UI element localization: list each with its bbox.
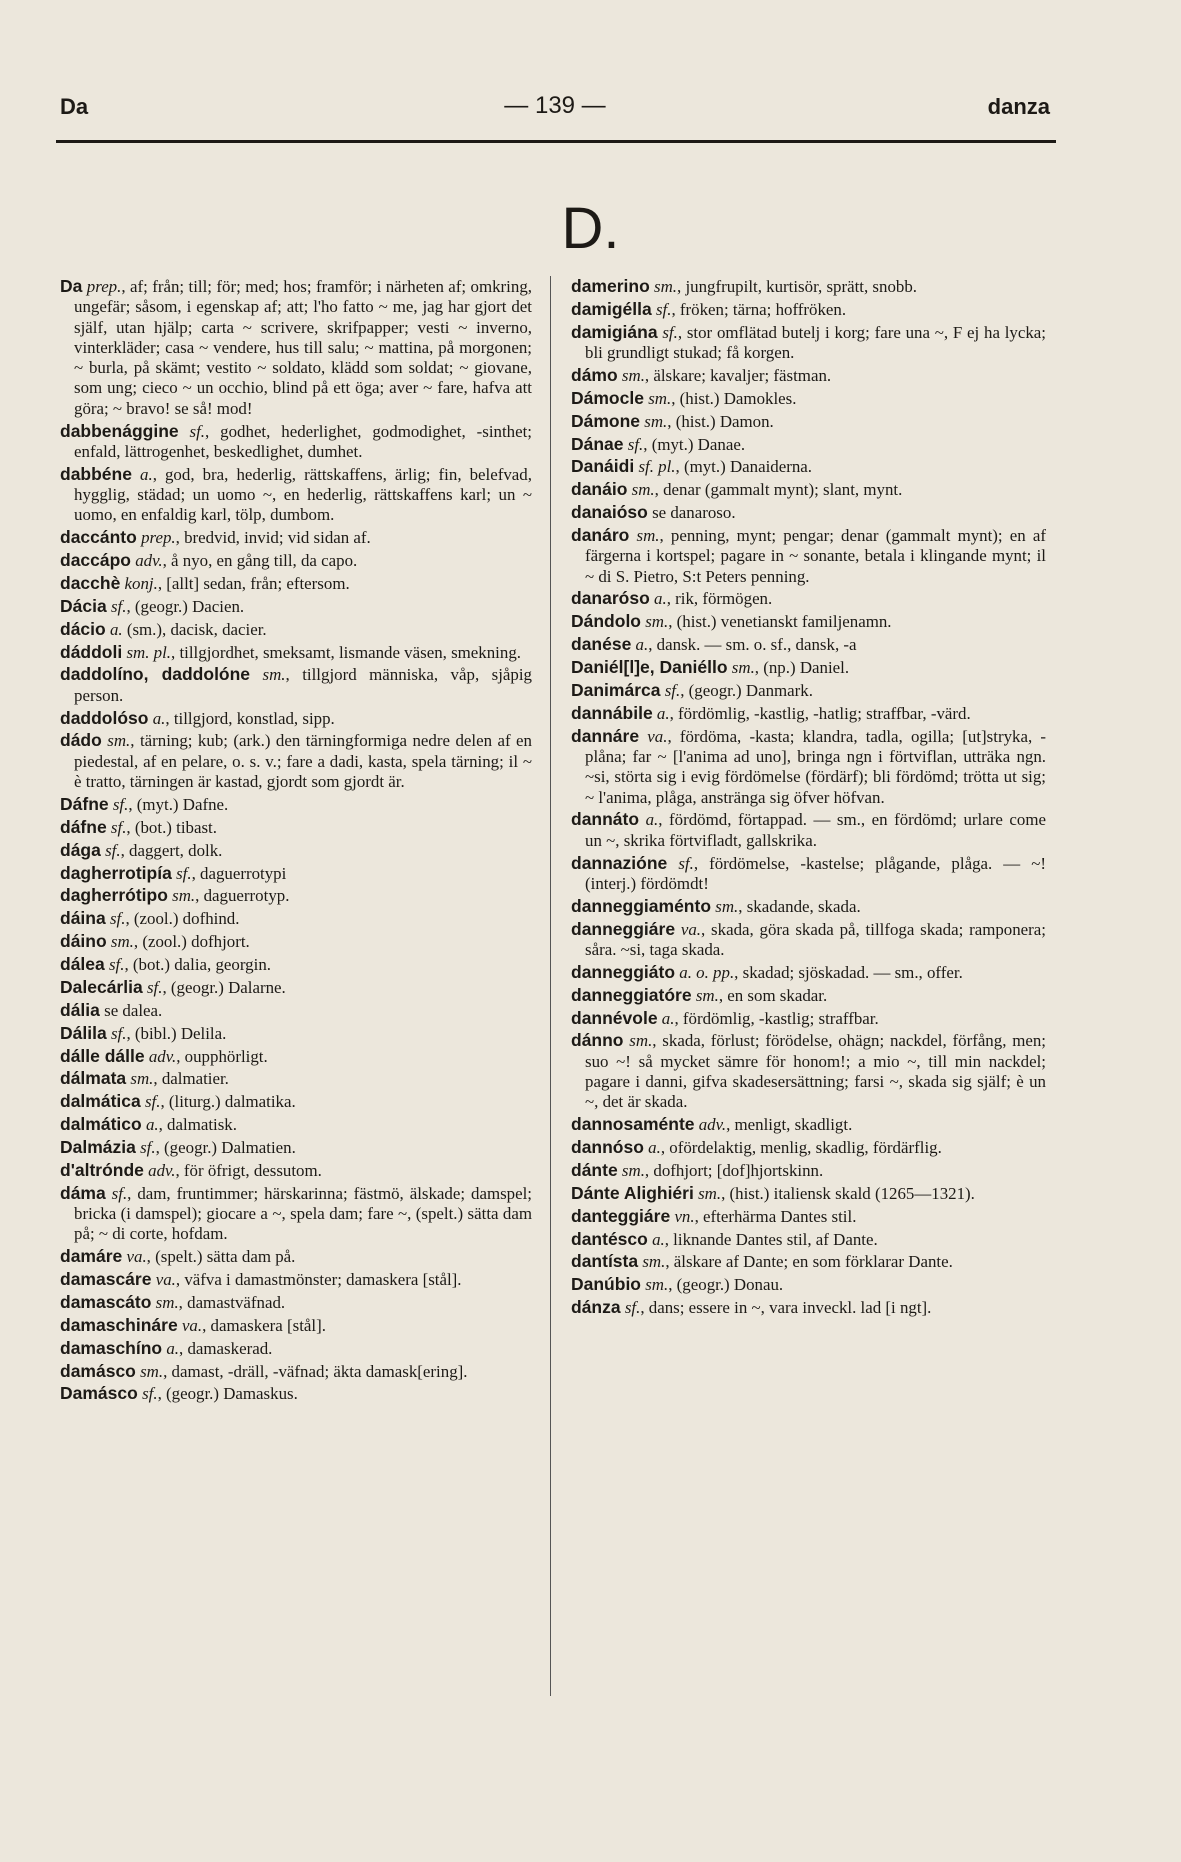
entry-headword: Dándolo bbox=[571, 611, 641, 632]
right-column bbox=[571, 276, 1046, 1320]
entry-grammar: va. bbox=[155, 1270, 176, 1290]
dictionary-entry bbox=[571, 1160, 1046, 1181]
entry-definition: , (myt.) Dafne. bbox=[128, 794, 229, 814]
entry-headword: Danáidi bbox=[571, 456, 635, 477]
dictionary-entry bbox=[60, 1160, 532, 1181]
entry-headword: Dámone bbox=[571, 410, 641, 431]
entry-grammar: sf. bbox=[176, 863, 192, 883]
entry-grammar: sf. bbox=[678, 853, 694, 873]
dictionary-entry bbox=[60, 1000, 532, 1021]
entry-headword: dannosaménte bbox=[571, 1114, 695, 1135]
dictionary-entry bbox=[571, 1206, 1046, 1227]
entry-definition: , skadande, skada. bbox=[738, 896, 861, 916]
entry-grammar: adv. bbox=[148, 1160, 176, 1180]
entry-definition: , (geogr.) Damaskus. bbox=[157, 1384, 298, 1404]
entry-grammar: konj. bbox=[124, 573, 158, 593]
entry-definition: , en som skadar. bbox=[718, 985, 828, 1005]
dictionary-entry bbox=[571, 1183, 1046, 1204]
entry-headword: dannévole bbox=[571, 1007, 658, 1028]
entry-headword: dantísta bbox=[571, 1251, 639, 1272]
entry-grammar: sm. bbox=[642, 1252, 666, 1272]
entry-grammar: va. bbox=[126, 1247, 147, 1267]
entry-grammar: sm. bbox=[155, 1292, 179, 1312]
entry-grammar: sf. bbox=[146, 977, 163, 997]
dictionary-entry bbox=[571, 1229, 1046, 1250]
entry-definition: , (bot.) tibast. bbox=[126, 817, 217, 837]
entry-headword: Dánae bbox=[571, 433, 624, 454]
entry-grammar: sm. bbox=[698, 1183, 722, 1203]
dictionary-entry bbox=[60, 619, 532, 640]
entry-grammar: sm. bbox=[621, 365, 645, 385]
entry-headword: Damásco bbox=[60, 1383, 138, 1404]
dictionary-entry bbox=[571, 680, 1046, 701]
entry-definition: , skadad; sjöskadad. — sm., offer. bbox=[734, 962, 963, 982]
entry-headword: damigélla bbox=[571, 298, 652, 319]
dictionary-entry bbox=[60, 276, 532, 419]
entry-headword: dácio bbox=[60, 618, 106, 639]
dictionary-entry bbox=[571, 726, 1046, 808]
dictionary-entry bbox=[60, 1269, 532, 1290]
header-left-guide-word: Da bbox=[60, 94, 89, 119]
entry-grammar: sf. pl. bbox=[638, 457, 676, 477]
entry-grammar: sf. bbox=[627, 434, 644, 454]
entry-grammar: a. bbox=[648, 1138, 661, 1157]
entry-definition: , efterhärma Dantes stil. bbox=[694, 1206, 857, 1226]
entry-headword: dádo bbox=[60, 730, 102, 751]
entry-definition: , stor omflätad butelj i korg; fare una ~, F ej ha lycka; bli grundligt stukad; få korgen. bbox=[585, 322, 1046, 363]
entry-grammar: adv. bbox=[135, 551, 163, 571]
entry-headword: dagherrótipo bbox=[60, 885, 168, 906]
entry-definition: , denar (gammalt mynt); slant, mynt. bbox=[654, 480, 903, 500]
entry-definition: , af; från; till; för; med; hos; framför; i närheten af; omkring, ungefär; såsom, i egenskap af; att; l'ho fatto ~ me, jag har gjort det själf, utan hjälp; carta ~ scrivere, skrifpapper; vesti ~ inverno, vinterkläder; casa ~ vendere, hus till salu; ~ mattina, på morgonen; ~ burla, på skämt; vestito ~ soldato, klädd som soldat; ~ giovane, som ung; cieco ~ un occhio, blind på ett öga; aver ~ fare, hafva att göra; ~ bravo! se så! mod! bbox=[74, 277, 532, 418]
entry-headword: damerino bbox=[571, 276, 650, 296]
entry-grammar: sm. bbox=[107, 731, 131, 751]
entry-definition: , (myt.) Danae. bbox=[643, 434, 746, 454]
entry-definition: , oupphörligt. bbox=[176, 1046, 268, 1066]
entry-headword: dága bbox=[60, 839, 101, 860]
entry-headword: damascáre bbox=[60, 1269, 152, 1290]
entry-definition: (sm.), dacisk, dacier. bbox=[122, 619, 267, 639]
entry-headword: dacchè bbox=[60, 572, 121, 593]
entry-definition: , (hist.) italiensk skald (1265—1321). bbox=[721, 1183, 975, 1203]
entry-grammar: sf. bbox=[105, 840, 121, 860]
entry-grammar: sm. bbox=[654, 277, 678, 296]
entry-headword: d'altrónde bbox=[60, 1159, 144, 1180]
entry-grammar: a. bbox=[140, 464, 153, 484]
header-rule bbox=[56, 140, 1056, 143]
entry-headword: dabbéne bbox=[60, 463, 132, 484]
entry-headword: dannáto bbox=[571, 809, 640, 830]
entry-grammar: sm. bbox=[715, 896, 739, 916]
entry-definition: , god, bra, hederlig, rättskaffens, ärlig; fin, belefvad, hygglig, städad; un uomo ~, en hederlig, rättskaffens karl; un ~ uomo, en enfaldig karl, tölp, dumbom. bbox=[74, 464, 532, 525]
entry-grammar: a. bbox=[635, 635, 649, 655]
entry-grammar: sf. bbox=[108, 955, 125, 974]
entry-headword: dánte bbox=[571, 1159, 618, 1180]
entry-headword: damascáto bbox=[60, 1291, 152, 1312]
dictionary-entry bbox=[571, 322, 1046, 364]
entry-headword: damigiána bbox=[571, 321, 658, 342]
entry-grammar: prep. bbox=[86, 277, 122, 296]
entry-definition: , daguerrotypi bbox=[191, 863, 287, 883]
entry-headword: dáina bbox=[60, 908, 106, 929]
dictionary-entry bbox=[60, 596, 532, 617]
entry-headword: Dalmázia bbox=[60, 1137, 136, 1157]
entry-headword: dámo bbox=[571, 364, 618, 385]
dictionary-entry bbox=[571, 985, 1046, 1006]
dictionary-entry bbox=[571, 388, 1046, 409]
entry-grammar: a. bbox=[652, 1229, 665, 1249]
entry-headword: danaróso bbox=[571, 588, 650, 609]
entry-grammar: sf. bbox=[189, 421, 206, 441]
entry-grammar: sm. bbox=[636, 526, 660, 546]
entry-grammar: sf. bbox=[110, 1023, 127, 1043]
entry-grammar: a. bbox=[661, 1008, 675, 1028]
entry-headword: dánno bbox=[571, 1030, 624, 1051]
entry-headword: danneggiáre bbox=[571, 918, 676, 939]
entry-grammar: sf. bbox=[655, 299, 672, 319]
entry-headword: danneggiaménto bbox=[571, 895, 712, 916]
dictionary-entry bbox=[60, 1137, 532, 1158]
entry-grammar: sm. bbox=[621, 1160, 645, 1180]
entry-headword: Dácia bbox=[60, 595, 107, 616]
section-letter: D. bbox=[561, 196, 620, 261]
entry-headword: Danimárca bbox=[571, 679, 661, 700]
entry-grammar: sf. bbox=[110, 596, 127, 616]
entry-grammar: sf. bbox=[111, 1183, 128, 1203]
entry-definition: , daguerrotyp. bbox=[195, 886, 290, 906]
dictionary-entry bbox=[60, 1361, 532, 1382]
entry-headword: dabbenággine bbox=[60, 420, 179, 441]
entry-grammar: a. bbox=[654, 589, 667, 609]
entry-headword: danáio bbox=[571, 479, 628, 500]
dictionary-entry bbox=[60, 550, 532, 571]
dictionary-entry bbox=[60, 977, 532, 998]
entry-headword: Dálila bbox=[60, 1022, 107, 1043]
entry-headword: Dámocle bbox=[571, 387, 644, 408]
entry-definition: , å nyo, en gång till, da capo. bbox=[162, 551, 358, 571]
dictionary-entry bbox=[571, 479, 1046, 500]
entry-headword: dálmata bbox=[60, 1068, 127, 1089]
entry-headword: damaschíno bbox=[60, 1337, 163, 1358]
entry-grammar: a. bbox=[152, 708, 166, 728]
entry-grammar: sm. pl. bbox=[126, 642, 172, 662]
dictionary-entry bbox=[571, 502, 1046, 523]
dictionary-entry bbox=[571, 809, 1046, 851]
dictionary-entry bbox=[571, 588, 1046, 609]
entry-definition: , (spelt.) sätta dam på. bbox=[146, 1247, 296, 1267]
entry-grammar: prep. bbox=[141, 528, 176, 548]
dictionary-entry bbox=[571, 1137, 1046, 1158]
dictionary-entry bbox=[571, 1251, 1046, 1272]
dictionary-entry bbox=[60, 527, 532, 548]
dictionary-entry bbox=[571, 896, 1046, 917]
entry-definition: , daggert, dolk. bbox=[120, 840, 223, 860]
entry-definition: , dans; essere in ~, vara inveckl. lad [i ngt]. bbox=[640, 1298, 932, 1318]
dictionary-entry bbox=[571, 1030, 1046, 1112]
dictionary-entry bbox=[60, 885, 532, 906]
entry-grammar: a. bbox=[145, 1115, 159, 1135]
entry-headword: dáino bbox=[60, 931, 107, 952]
dictionary-entry bbox=[571, 919, 1046, 961]
entry-definition: , [allt] sedan, från; eftersom. bbox=[157, 573, 350, 593]
entry-headword: Dáfne bbox=[60, 793, 109, 814]
dictionary-entry bbox=[60, 664, 532, 706]
entry-grammar: a. bbox=[656, 703, 670, 723]
entry-definition: , (hist.) Damokles. bbox=[671, 388, 797, 408]
dictionary-entry bbox=[571, 299, 1046, 320]
entry-definition: , fördömlig, -kastlig, -hatlig; straffbar, -värd. bbox=[669, 703, 971, 723]
entry-definition: , älskare af Dante; en som förklarar Dante. bbox=[665, 1252, 953, 1272]
entry-grammar: sm. bbox=[644, 411, 668, 431]
entry-headword: dantésco bbox=[571, 1228, 648, 1249]
entry-grammar: sm. bbox=[172, 886, 196, 906]
entry-definition: , ofördelaktig, menlig, skadlig, fördärflig. bbox=[660, 1138, 942, 1157]
entry-grammar: va. bbox=[680, 919, 702, 939]
entry-grammar: a. bbox=[645, 810, 659, 830]
entry-headword: dannazióne bbox=[571, 852, 668, 873]
entry-headword: Daniél[l]e, Daniéllo bbox=[571, 657, 728, 678]
dictionary-entry bbox=[60, 1246, 532, 1267]
entry-grammar: a. bbox=[109, 619, 123, 639]
dictionary-entry bbox=[571, 1008, 1046, 1029]
entry-definition: , (myt.) Danaiderna. bbox=[675, 457, 813, 477]
entry-headword: danaióso bbox=[571, 502, 648, 523]
entry-definition: , (np.) Daniel. bbox=[754, 658, 850, 678]
entry-definition: , rik, förmögen. bbox=[666, 589, 773, 609]
entry-definition: , väfva i damastmönster; damaskera [stål]. bbox=[175, 1270, 462, 1290]
dictionary-entry bbox=[571, 1274, 1046, 1295]
entry-headword: dannábile bbox=[571, 702, 653, 723]
entry-definition: , dofhjort; [dof]hjortskinn. bbox=[644, 1160, 824, 1180]
dictionary-entry bbox=[60, 1338, 532, 1359]
entry-headword: danáro bbox=[571, 525, 630, 546]
entry-grammar: vn. bbox=[674, 1206, 695, 1226]
entry-headword: dalmático bbox=[60, 1114, 142, 1135]
dictionary-entry bbox=[571, 525, 1046, 587]
entry-headword: dáma bbox=[60, 1182, 106, 1203]
entry-definition: , fröken; tärna; hoffröken. bbox=[671, 299, 847, 319]
entry-definition: , fördömelse, -kastelse; plågande, plåga. — ~! (interj.) fördömdt! bbox=[585, 853, 1046, 893]
entry-headword: dánza bbox=[571, 1297, 621, 1318]
entry-definition: , dansk. — sm. o. sf., dansk, -a bbox=[648, 635, 857, 655]
entry-grammar: sm. bbox=[695, 985, 719, 1005]
dictionary-entry bbox=[571, 853, 1046, 895]
entry-grammar: sm. bbox=[262, 665, 286, 685]
entry-headword: dannóso bbox=[571, 1137, 644, 1157]
entry-grammar: adv. bbox=[148, 1046, 177, 1066]
column-divider bbox=[550, 276, 551, 1696]
entry-headword: dálea bbox=[60, 954, 105, 974]
dictionary-entry bbox=[571, 634, 1046, 655]
dictionary-entry bbox=[60, 464, 532, 526]
entry-headword: dáddoli bbox=[60, 641, 123, 662]
entry-grammar: sm. bbox=[731, 658, 755, 678]
dictionary-entry bbox=[571, 1114, 1046, 1135]
running-header bbox=[60, 86, 1050, 126]
entry-definition: , skada, förlust; förödelse, ohägn; nackdel, förfång, men; suo ~! så mycket sämre för honom!; a mio ~, till min nackdel; pagare i danni, gifva skadesersättning; farsi ~, skada sig själf; è un ~, det är skada. bbox=[585, 1031, 1046, 1112]
page-number: — 139 — bbox=[504, 92, 606, 119]
entry-grammar: sf. bbox=[662, 322, 678, 342]
entry-headword: daddolíno, daddolóne bbox=[60, 664, 251, 685]
dictionary-entry bbox=[60, 708, 532, 729]
entry-definition: , jungfrupilt, kurtisör, sprätt, snobb. bbox=[677, 277, 918, 296]
entry-grammar: a. o. pp. bbox=[679, 962, 735, 982]
dictionary-entry bbox=[60, 1183, 532, 1245]
entry-definition: , älskare; kavaljer; fästman. bbox=[644, 365, 832, 385]
header-right-guide-word: danza bbox=[987, 94, 1050, 119]
entry-headword: dagherrotipía bbox=[60, 862, 172, 883]
entry-grammar: adv. bbox=[698, 1115, 727, 1135]
entry-definition: , penning, mynt; pengar; denar (gammalt mynt); en af färgerna i kortspel; pagare in ~ sonante, betala i klingande mynt; il ~ di S. Pietro, S:t Peters penning. bbox=[585, 526, 1046, 586]
entry-definition: , dam, fruntimmer; härskarinna; fästmö, älskade; damspel; bricka (i damspel); giocare a ~, spela dam; fare ~, (spelt.) sätta dam på; ~ di corte, hofdam. bbox=[74, 1183, 532, 1244]
entry-grammar: sm. bbox=[130, 1069, 154, 1089]
entry-definition: , fördömd, förtappad. — sm., en fördömd; urlare come un ~, skrika förtvifladt, gallskrika. bbox=[585, 810, 1046, 850]
entry-grammar: sf. bbox=[112, 794, 129, 814]
entry-definition: , tillgjordhet, smeksamt, lismande väsen, smekning. bbox=[171, 642, 521, 662]
dictionary-entry bbox=[571, 365, 1046, 386]
entry-definition: , damastväfnad. bbox=[178, 1292, 286, 1312]
entry-definition: , för öfrigt, dessutom. bbox=[175, 1160, 322, 1180]
dictionary-entry bbox=[571, 1297, 1046, 1318]
dictionary-entry bbox=[60, 642, 532, 663]
entry-definition: , tärning; kub; (ark.) den tärningformiga nedre delen af en piedestal, af en pelare, o. s. v.; fare a dadi, kasta, spela tärning; il ~ è tratto, tärningen är kastad, gjordt som gjordt är. bbox=[74, 731, 532, 791]
entry-grammar: sf. bbox=[110, 817, 127, 837]
entry-definition: , tillgjord människa, våp, sjåpig person. bbox=[74, 665, 532, 705]
entry-grammar: sf. bbox=[140, 1138, 156, 1157]
dictionary-entry bbox=[60, 1292, 532, 1313]
entry-definition: , (geogr.) Donau. bbox=[668, 1275, 784, 1295]
entry-headword: Danúbio bbox=[571, 1274, 641, 1295]
entry-grammar: sf. bbox=[144, 1092, 161, 1112]
dictionary-entry bbox=[60, 730, 532, 792]
dictionary-entry bbox=[60, 840, 532, 861]
entry-headword: Dánte Alighiéri bbox=[571, 1182, 694, 1203]
entry-definition: , skada, göra skada på, tillfoga skada; ramponera; såra. ~si, taga skada. bbox=[585, 919, 1046, 959]
entry-grammar: sm. bbox=[648, 388, 672, 408]
entry-definition: , (hist.) venetianskt familjenamn. bbox=[668, 612, 892, 632]
dictionary-entry bbox=[571, 276, 1046, 297]
entry-headword: danése bbox=[571, 634, 632, 655]
entry-definition: se danaroso. bbox=[652, 503, 736, 523]
entry-definition: , liknande Dantes stil, af Dante. bbox=[664, 1229, 878, 1249]
entry-grammar: sm. bbox=[140, 1361, 164, 1381]
dictionary-entry bbox=[60, 1091, 532, 1112]
entry-headword: dáfne bbox=[60, 816, 107, 837]
dictionary-entry bbox=[60, 817, 532, 838]
entry-grammar: sm. bbox=[631, 480, 655, 500]
dictionary-entry bbox=[571, 962, 1046, 983]
entry-headword: daddolóso bbox=[60, 707, 149, 728]
entry-definition: , fördömlig, -kastlig; straffbar. bbox=[674, 1008, 879, 1028]
entry-grammar: sf. bbox=[624, 1298, 641, 1318]
entry-headword: dália bbox=[60, 999, 100, 1020]
entry-definition: , (zool.) dofhjort. bbox=[133, 932, 250, 952]
dictionary-entry bbox=[60, 1114, 532, 1135]
entry-grammar: sf. bbox=[109, 909, 126, 929]
entry-grammar: sm. bbox=[629, 1031, 653, 1051]
dictionary-entry bbox=[571, 456, 1046, 477]
entry-definition: , (geogr.) Dalarne. bbox=[162, 977, 286, 997]
entry-definition: , (bot.) dalia, georgin. bbox=[124, 955, 271, 974]
entry-headword: Da bbox=[60, 276, 83, 296]
dictionary-entry bbox=[60, 421, 532, 463]
entry-definition: , damaskera [stål]. bbox=[202, 1315, 326, 1335]
entry-definition: se dalea. bbox=[104, 1000, 163, 1020]
dictionary-entry bbox=[60, 863, 532, 884]
entry-definition: , menligt, skadligt. bbox=[726, 1115, 853, 1135]
dictionary-entry bbox=[60, 1383, 532, 1404]
entry-definition: , bredvid, invid; vid sidan af. bbox=[175, 528, 371, 548]
entry-grammar: sf. bbox=[142, 1384, 158, 1404]
entry-definition: , fördöma, -kasta; klandra, tadla, ogilla; [ut]stryka, -plåna; far ~ [l'anima ad uno], bringa ngn i förtviflan, utträka ngn. ~si, störta sig i evig fördömelse (fördärf); bli fördömd; trötta ut sig; ~ l'anima, plåga, anstränga sig öfver höfvan. bbox=[585, 726, 1046, 807]
entry-definition: , (bibl.) Delila. bbox=[126, 1023, 227, 1043]
entry-grammar: sm. bbox=[110, 932, 134, 952]
entry-headword: danneggiáto bbox=[571, 961, 676, 982]
entry-headword: damaschináre bbox=[60, 1314, 178, 1335]
entry-definition: , (geogr.) Dalmatien. bbox=[155, 1138, 296, 1157]
entry-headword: dannáre bbox=[571, 725, 640, 746]
entry-headword: danteggiáre bbox=[571, 1205, 671, 1226]
dictionary-entry bbox=[60, 573, 532, 594]
entry-definition: , (zool.) dofhind. bbox=[125, 909, 240, 929]
entry-definition: , dalmatier. bbox=[153, 1069, 229, 1089]
entry-grammar: a. bbox=[166, 1338, 180, 1358]
dictionary-entry bbox=[60, 954, 532, 975]
dictionary-entry bbox=[60, 794, 532, 815]
entry-definition: , (liturg.) dalmatika. bbox=[160, 1092, 296, 1112]
entry-grammar: sm. bbox=[645, 612, 669, 632]
entry-headword: dalmática bbox=[60, 1091, 141, 1112]
dictionary-entry bbox=[571, 434, 1046, 455]
entry-headword: damásco bbox=[60, 1360, 136, 1381]
dictionary-entry bbox=[60, 1315, 532, 1336]
entry-headword: dálle dálle bbox=[60, 1045, 145, 1066]
dictionary-entry bbox=[571, 411, 1046, 432]
entry-definition: , (hist.) Damon. bbox=[667, 411, 774, 431]
dictionary-entry bbox=[60, 1046, 532, 1067]
dictionary-entry bbox=[571, 703, 1046, 724]
entry-grammar: sm. bbox=[645, 1275, 669, 1295]
left-column bbox=[60, 276, 532, 1406]
entry-headword: damáre bbox=[60, 1246, 123, 1267]
entry-headword: daccánto bbox=[60, 527, 137, 548]
dictionary-entry bbox=[60, 931, 532, 952]
entry-definition: , godhet, hederlighet, godmodighet, -sinthet; enfald, lättrogenhet, beskedlighet, dumhet. bbox=[74, 421, 532, 461]
dictionary-entry bbox=[60, 908, 532, 929]
dictionary-entry bbox=[571, 657, 1046, 678]
entry-grammar: sf. bbox=[664, 680, 681, 700]
entry-definition: , dalmatisk. bbox=[158, 1115, 237, 1135]
entry-grammar: va. bbox=[647, 726, 668, 746]
entry-definition: , damast, -dräll, -väfnad; äkta damask[ering]. bbox=[163, 1361, 468, 1381]
entry-grammar: va. bbox=[181, 1315, 203, 1335]
entry-headword: daccápo bbox=[60, 550, 131, 571]
dictionary-entry bbox=[60, 1068, 532, 1089]
dictionary-entry bbox=[60, 1023, 532, 1044]
entry-headword: danneggiatóre bbox=[571, 984, 692, 1005]
entry-definition: , damaskerad. bbox=[179, 1338, 273, 1358]
entry-definition: , (geogr.) Danmark. bbox=[680, 680, 813, 700]
dictionary-entry bbox=[571, 611, 1046, 632]
entry-definition: , (geogr.) Dacien. bbox=[126, 596, 245, 616]
entry-definition: , tillgjord, konstlad, sipp. bbox=[165, 708, 335, 728]
entry-headword: Dalecárlia bbox=[60, 976, 143, 997]
